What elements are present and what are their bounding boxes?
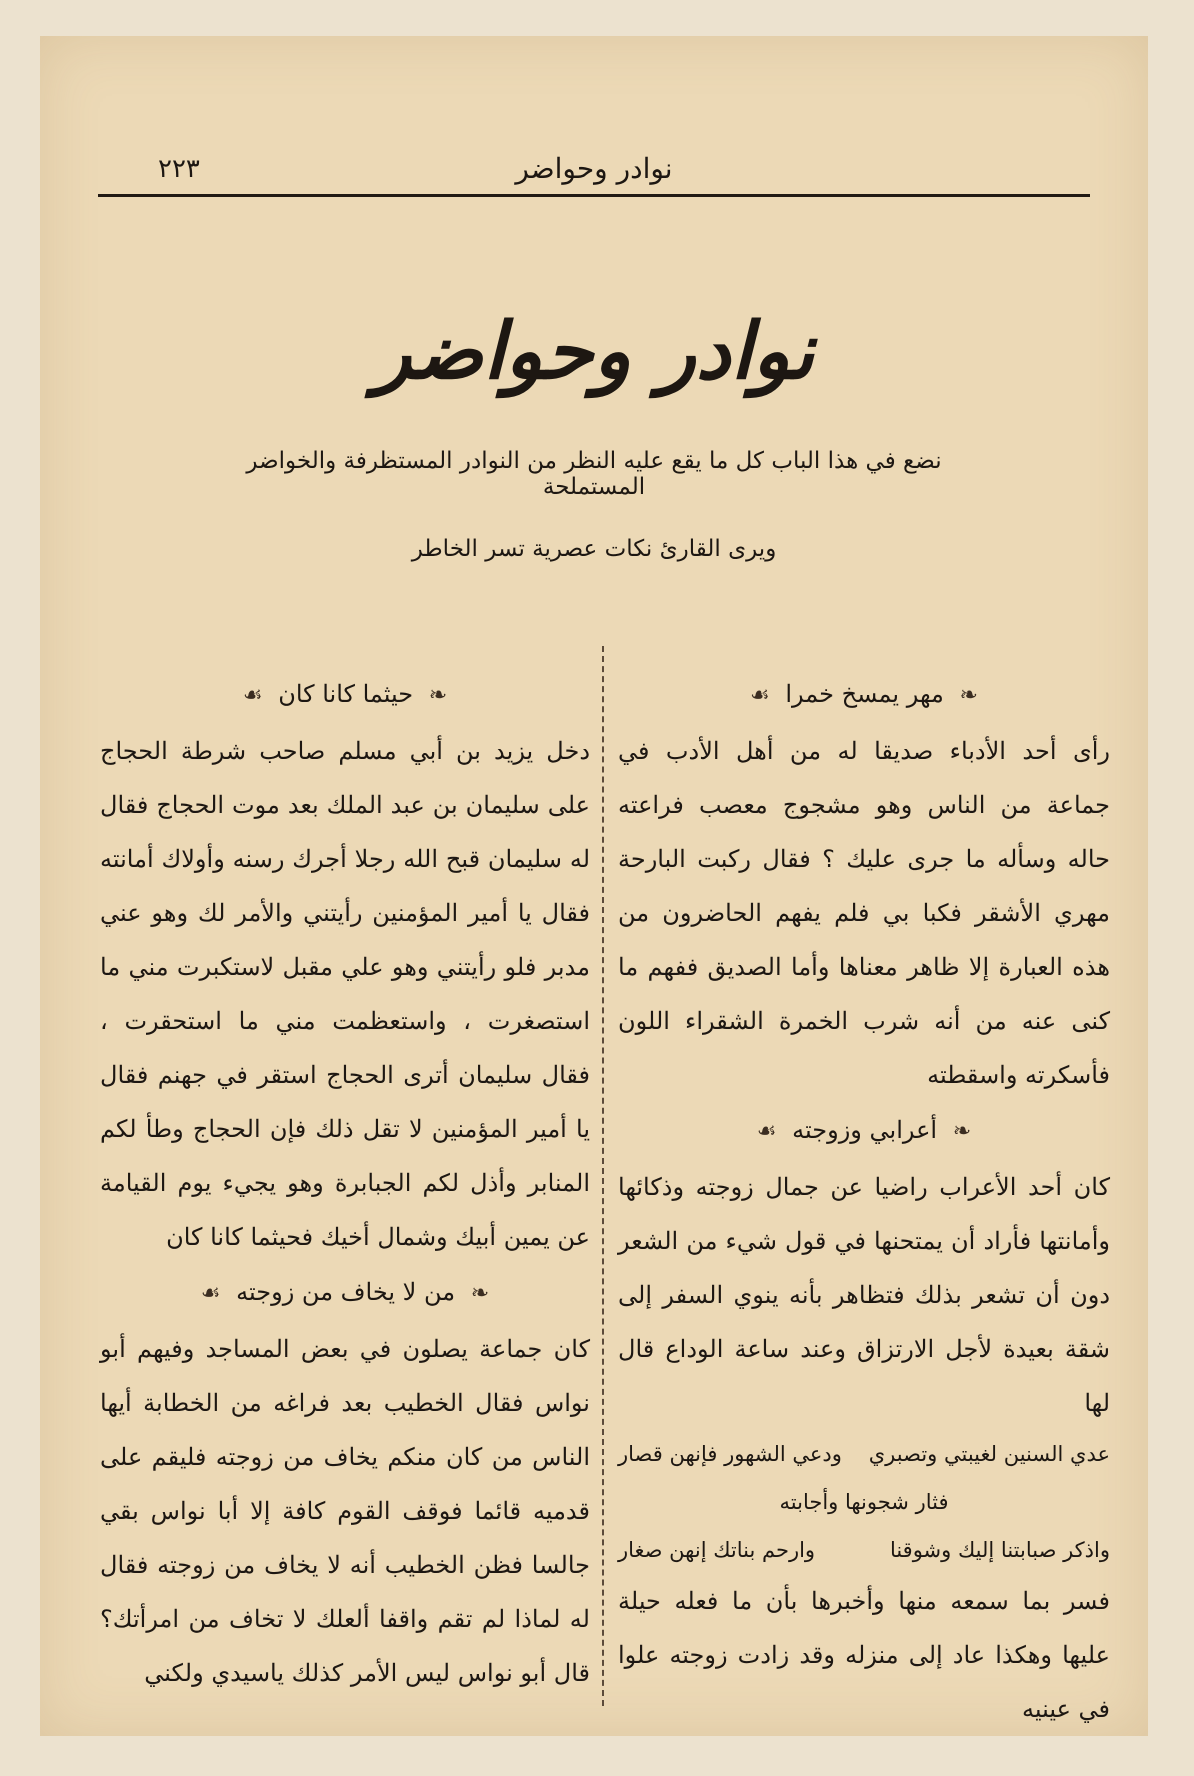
heading-text: مهر يمسخ خمرا xyxy=(785,680,944,708)
intro-line-2: ويرى القارئ نكات عصرية تسر الخاطر xyxy=(411,536,777,562)
verse-hemistich: وارحم بناتك إنهن صغار xyxy=(618,1538,816,1562)
heading-text: حيثما كانا كان xyxy=(278,680,414,708)
heading-text: من لا يخاف من زوجته xyxy=(236,1278,456,1306)
section-text: كان أحد الأعراب راضيا عن جمال زوجته وذكائها وأمانتها فأراد أن يمتحنها في قول شيء من الشعر دون أن تشعر بذلك فتظاهر بأنه ينوي السفر إلى شقة بعيدة لأجل الارتزاق وعند ساعة الوداع قال لها xyxy=(618,1173,1110,1417)
page-number: ٢٢٣ xyxy=(158,154,200,184)
verse-line xyxy=(618,1430,1110,1478)
verse-intro: فثار شجونها وأجابته xyxy=(779,1490,949,1514)
section-text: كان جماعة يصلون في بعض المساجد وفيهم أبو نواس فقال الخطيب بعد فراغه من الخطابة أيها الناس من كان منكم يخاف من زوجته فليقم على قدميه قائما فوقف القوم كافة إلا أبا نواس بقي جالسا فظن الخطيب أنه لا يخاف من زوجته فقال له لماذا لم تقم واقفا ألعلك لا تخاف من امرأتك؟ قال أبو نواس ليس الأمر كذلك ياسيدي ولكني xyxy=(100,1335,590,1687)
section-text: رأى أحد الأدباء صديقا له من أهل الأدب في جماعة من الناس وهو مشجوج معصب فراعته حاله وسأله ما جرى عليك ؟ فقال ركبت البارحة مهري الأشقر فكبا بي فلم يفهم الحاضرون من هذه العبارة إلا ظاهر معناها وأما الصديق ففهم ما كنى عنه من أنه شرب الخمرة الشقراء اللون فأسكرته واسقطته xyxy=(618,737,1110,1089)
ornament-icon: ☙ xyxy=(242,683,263,708)
section-text: فسر بما سمعه منها وأخبرها بأن ما فعله حيلة عليها وهكذا عاد إلى منزله وقد زادت زوجته علوا في عينيه xyxy=(618,1587,1110,1723)
section-text: دخل يزيد بن أبي مسلم صاحب شرطة الحجاج على سليمان بن عبد الملك بعد موت الحجاج فقال له سليمان قبح الله رجلا أجرك رسنه وأولاك أمانته فقال يا أمير المؤمنين رأيتني والأمر لك وهو عني مدبر فلو رأيتني وهو علي مقبل لاستكبرت مني ما استصغرت ، واستعظمت مني ما استحقرت ، فقال سليمان أترى الحجاج استقر في جهنم فقال يا أمير المؤمنين لا تقل ذلك فإن الحجاج وطأ لكم المنابر وأذل لكم الجبابرة وهو يجيء يوم القيامة عن يمين أبيك وشمال أخيك فحيثما كانا كان xyxy=(100,737,591,1251)
section-heading xyxy=(618,666,1110,724)
running-header xyxy=(98,146,1090,196)
left-column xyxy=(100,666,590,1700)
verse-hemistich: واذكر صبابتنا إليك وشوقنا xyxy=(889,1538,1110,1562)
ornament-icon: ☙ xyxy=(750,683,770,708)
heading-text: أعرابي وزوجته xyxy=(792,1116,938,1144)
section-heading xyxy=(100,1264,590,1322)
ornament-icon: ❧ xyxy=(428,683,448,708)
section-heading xyxy=(100,666,590,724)
verse-hemistich: ودعي الشهور فإنهن قصار xyxy=(618,1442,842,1466)
section-heading xyxy=(618,1102,1110,1160)
ornament-icon: ❧ xyxy=(952,1119,972,1144)
page-title: نوادر وحواضر xyxy=(373,306,815,397)
verse-hemistich: عدي السنين لغيبتي وتصبري xyxy=(868,1442,1110,1466)
ornament-icon: ❧ xyxy=(959,683,978,708)
ornament-icon: ☙ xyxy=(200,1281,221,1306)
right-column xyxy=(618,666,1110,1736)
intro-line-1: نضع في هذا الباب كل ما يقع عليه النظر من النوادر المستظرفة والخواضر المستملحة xyxy=(246,448,942,500)
ornament-icon: ☙ xyxy=(756,1119,777,1144)
ornament-icon: ❧ xyxy=(470,1281,490,1306)
running-title: نوادر وحواضر xyxy=(515,152,673,185)
verse-line xyxy=(618,1526,1110,1574)
book-page xyxy=(40,36,1148,1736)
column-divider xyxy=(602,646,604,1706)
header-rule xyxy=(98,194,1090,197)
